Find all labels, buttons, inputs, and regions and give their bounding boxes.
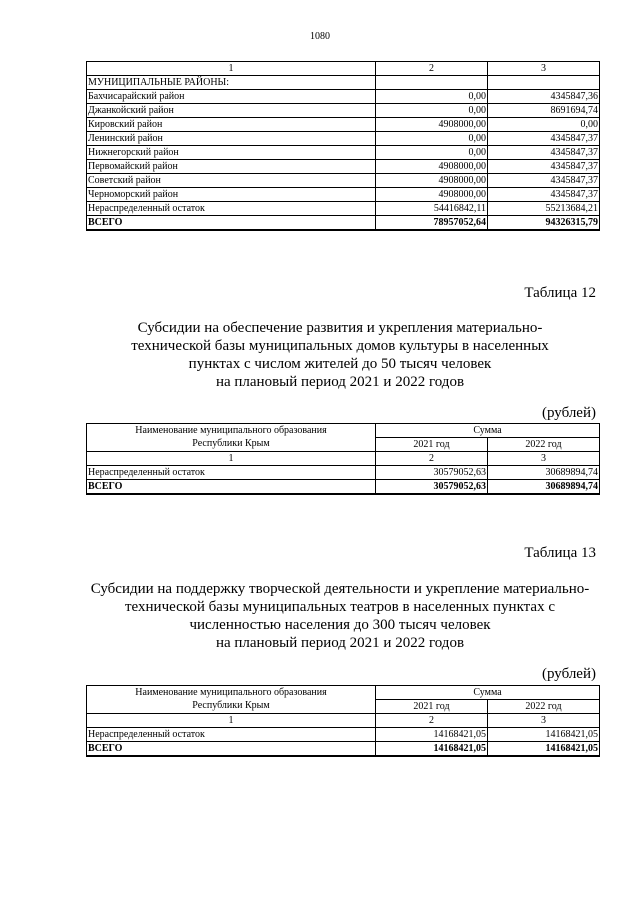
column-header-sum: Сумма — [376, 686, 600, 700]
page-number: 1080 — [310, 31, 330, 42]
value-2021 — [376, 76, 488, 90]
value-2021: 14168421,05 — [376, 728, 488, 742]
value-2022: 8691694,74 — [488, 104, 600, 118]
district-name: Джанкойский район — [87, 104, 376, 118]
total-2022: 94326315,79 — [488, 216, 600, 231]
table-13-label: Таблица 13 — [524, 545, 596, 561]
col-number-2: 2 — [376, 714, 488, 728]
title-line: численностью населения до 300 тысяч человек — [189, 617, 491, 633]
district-name: Бахчисарайский район — [87, 90, 376, 104]
total-row — [87, 742, 600, 757]
district-name: Советский район — [87, 174, 376, 188]
title-line: Субсидии на поддержку творческой деятельности и укрепление материально- — [90, 581, 590, 597]
table-row — [87, 76, 600, 90]
value-2021: 4908000,00 — [376, 118, 488, 132]
value-2022: 55213684,21 — [488, 202, 600, 216]
column-header-name-line: Наименование муниципального образования — [135, 687, 327, 698]
value-2022: 4345847,37 — [488, 132, 600, 146]
total-label: ВСЕГО — [87, 480, 376, 495]
total-2022: 30689894,74 — [488, 480, 600, 495]
column-header-2021: 2021 год — [376, 700, 488, 714]
column-header-name-line: Наименование муниципального образования — [135, 425, 327, 436]
district-name: Черноморский район — [87, 188, 376, 202]
district-name: Нераспределенный остаток — [87, 202, 376, 216]
table-13-unit: (рублей) — [541, 666, 596, 682]
total-2021: 14168421,05 — [376, 742, 488, 757]
title-line: на плановый период 2021 и 2022 годов — [215, 374, 465, 390]
table-13 — [86, 685, 600, 757]
table-row — [87, 146, 600, 160]
total-label: ВСЕГО — [87, 216, 376, 231]
column-header-2022: 2022 год — [488, 438, 600, 452]
total-2021: 30579052,63 — [376, 480, 488, 495]
row-name: Нераспределенный остаток — [87, 466, 376, 480]
title-line: технической базы муниципальных театров в населенных пунктах с — [125, 599, 555, 615]
table-row — [87, 728, 600, 742]
value-2021: 54416842,11 — [376, 202, 488, 216]
value-2021: 0,00 — [376, 104, 488, 118]
row-name: Нераспределенный остаток — [87, 728, 376, 742]
total-row — [87, 216, 600, 231]
table-row — [87, 188, 600, 202]
col-number-1: 1 — [87, 714, 376, 728]
col-number-2: 2 — [376, 452, 488, 466]
col-number-2: 2 — [376, 62, 488, 76]
value-2022: 0,00 — [488, 118, 600, 132]
table-row — [87, 104, 600, 118]
district-name: Нижнегорский район — [87, 146, 376, 160]
value-2022: 4345847,36 — [488, 90, 600, 104]
table-12-unit: (рублей) — [541, 405, 596, 421]
column-header-sum: Сумма — [376, 424, 600, 438]
value-2021: 0,00 — [376, 90, 488, 104]
col-number-3: 3 — [488, 62, 600, 76]
total-2021: 78957052,64 — [376, 216, 488, 231]
district-name: Кировский район — [87, 118, 376, 132]
table-12-label: Таблица 12 — [524, 285, 596, 301]
total-row — [87, 480, 600, 495]
table-row — [87, 174, 600, 188]
table-row — [87, 90, 600, 104]
district-name: Ленинский район — [87, 132, 376, 146]
value-2022: 14168421,05 — [488, 728, 600, 742]
district-name: Первомайский район — [87, 160, 376, 174]
value-2021: 0,00 — [376, 132, 488, 146]
value-2021: 4908000,00 — [376, 174, 488, 188]
table-row — [87, 118, 600, 132]
table-row — [87, 466, 600, 480]
value-2021: 30579052,63 — [376, 466, 488, 480]
col-number-3: 3 — [488, 714, 600, 728]
title-line: на плановый период 2021 и 2022 годов — [215, 635, 465, 651]
value-2022: 4345847,37 — [488, 188, 600, 202]
value-2022: 4345847,37 — [488, 174, 600, 188]
column-header-name-line: Республики Крым — [192, 700, 270, 711]
title-line: технической базы муниципальных домов культуры в населенных — [131, 338, 549, 354]
value-2022: 30689894,74 — [488, 466, 600, 480]
value-2021: 4908000,00 — [376, 188, 488, 202]
table-row — [87, 202, 600, 216]
col-number-1: 1 — [87, 62, 376, 76]
col-number-3: 3 — [488, 452, 600, 466]
table-header-row — [87, 62, 600, 76]
district-name: МУНИЦИПАЛЬНЫЕ РАЙОНЫ: — [87, 76, 376, 90]
title-line: пунктах с числом жителей до 50 тысяч человек — [188, 356, 492, 372]
col-number-1: 1 — [87, 452, 376, 466]
table-row — [87, 132, 600, 146]
value-2022 — [488, 76, 600, 90]
table-13-title — [60, 580, 620, 652]
column-header-name-line: Республики Крым — [192, 438, 270, 449]
table-row — [87, 160, 600, 174]
table-12-title — [60, 319, 620, 391]
districts-table — [86, 61, 600, 231]
column-header-2021: 2021 год — [376, 438, 488, 452]
table-12 — [86, 423, 600, 495]
column-header-name — [87, 686, 376, 714]
value-2022: 4345847,37 — [488, 160, 600, 174]
column-header-2022: 2022 год — [488, 700, 600, 714]
value-2021: 4908000,00 — [376, 160, 488, 174]
total-2022: 14168421,05 — [488, 742, 600, 757]
title-line: Субсидии на обеспечение развития и укрепления материально- — [137, 320, 543, 336]
total-label: ВСЕГО — [87, 742, 376, 757]
value-2022: 4345847,37 — [488, 146, 600, 160]
column-header-name — [87, 424, 376, 452]
value-2021: 0,00 — [376, 146, 488, 160]
